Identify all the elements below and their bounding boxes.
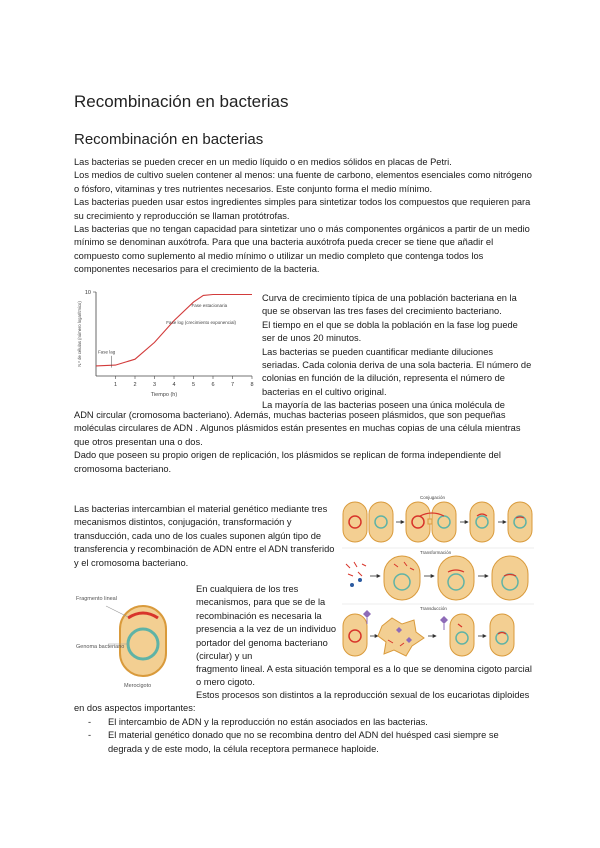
- cell: [384, 556, 420, 600]
- paragraph: Las bacterias se pueden cuantificar mediante diluciones seriadas. Cada colonia deriva de una sola bacteria. El número de colonias en función de la dilución, representa el número de bacterias en el cultivo original.: [262, 346, 532, 397]
- x-tick-label: 4: [172, 382, 176, 388]
- cell: [508, 502, 532, 542]
- paragraph: Estos procesos son distintos a la reproducción sexual de los eucariotas diploides en dos aspectos importantes:: [74, 690, 530, 714]
- conjugation-row: [343, 502, 532, 542]
- cell: [450, 614, 474, 656]
- x-tick-label: 7: [230, 382, 235, 388]
- annotation-lag: Fase lag: [97, 349, 116, 355]
- x-tick-label: 8: [250, 382, 254, 388]
- merozygote-text: [196, 583, 346, 663]
- paragraph: fragmento lineal. A esta situación temporal es a lo que se denomina cigoto parcial o mero cigoto.: [196, 664, 532, 688]
- x-tick-label: 2: [133, 382, 137, 388]
- merozygote-tail-text: [196, 663, 536, 690]
- label-conjugation: Conjugación: [420, 495, 446, 500]
- cell: [470, 502, 494, 542]
- x-tick-label: 5: [191, 382, 196, 388]
- cell: [343, 502, 367, 542]
- diploid-intro: [74, 689, 534, 716]
- transformation-row: [346, 556, 528, 600]
- merozygote-figure: [76, 586, 192, 690]
- cell: [343, 614, 367, 656]
- paragraph: ADN circular (cromosoma bacteriano). Además, muchas bacterias poseen plásmidos, que son pequeñas moléculas circulares de ADN . Algunos plásmidos están presentes en muchas copias de una célula mientras que otros presentan una o dos.: [74, 410, 521, 447]
- x-axis-label: Tiempo (h): [150, 392, 178, 398]
- intro-text: [74, 156, 534, 277]
- mechanisms-figure: [340, 490, 536, 666]
- phage-icon: [440, 616, 448, 624]
- paragraph: Las bacterias se pueden crecer en un medio líquido o en medios sólidos en placas de Petri.: [74, 157, 452, 167]
- phage-icon: [363, 610, 371, 618]
- paragraph: Dado que poseen su propio origen de replicación, los plásmidos se replican de forma independiente del cromosoma bacteriano.: [74, 450, 501, 474]
- y-axis-label: N.º de células (número logarítmico): [77, 301, 82, 367]
- page-title: Recombinación en bacterias: [74, 92, 289, 111]
- label-transformation: Transformación: [420, 550, 452, 555]
- x-tick-label: 3: [152, 382, 157, 388]
- paragraph: Curva de crecimiento típica de una población bacteriana en la que se observan las tres fases del crecimiento bacteriano.: [262, 293, 517, 317]
- list-item: - El intercambio de ADN y la reproducción no están asociados en las bacterias.: [88, 716, 528, 729]
- differences-list: [88, 716, 528, 756]
- label-transduction: Transducción: [420, 606, 447, 611]
- x-tick-label: 1: [113, 382, 118, 388]
- paragraph: Las bacterias intercambian el material genético mediante tres mecanismos distintos, conjugación, transformación y transducción, cada uno de los cuales suponen algún tipo de transferencia y recombinación de ADN entre el ADN transferido y el cromosoma bacteriano.: [74, 504, 335, 568]
- paragraph: Las bacterias que no tengan capacidad para sintetizar uno o más componentes orgánicos a partir de un medio mínimo se denominan auxótrofa. Para que una bacteria auxótrofa pueda crecer se tiene que añadir el compuesto como suplemento al medio mínimo o utilizar un medio completo que contenga todos los componentes necesarios para el crecimiento de la bacteria.: [74, 224, 530, 275]
- annotation-log: Fase log (crecimiento exponencial): [166, 319, 236, 325]
- cell: [492, 556, 528, 600]
- list-item: - El material genético donado que no se recombina dentro del ADN del huésped casi siempre se degrada y de este modo, la célula receptora permanece haploide.: [88, 729, 528, 756]
- paragraph: La mayoría de las bacterias poseen una única molécula de: [262, 400, 505, 411]
- exchange-text: [74, 503, 340, 570]
- lysed-cell: [378, 618, 424, 656]
- transduction-row: [343, 610, 514, 656]
- annotation-stationary: Fase estacionaria: [191, 303, 228, 309]
- cell: [369, 502, 393, 542]
- growth-curve-line: [96, 295, 252, 366]
- plasmid-text: [74, 409, 534, 476]
- label-genome: Genoma bacteriano: [76, 644, 125, 650]
- growth-curve-text: [262, 292, 532, 413]
- label-caption: Merocigoto: [124, 683, 152, 689]
- cell: [438, 556, 474, 600]
- paragraph: Los medios de cultivo suelen contener al menos: una fuente de carbono, elementos esenciales como nitrógeno o fósforo, vitaminas y tres nutrientes necesarios. Este conjunto forma el medio mínimo.: [74, 170, 532, 194]
- label-fragment: Fragmento lineal: [76, 596, 117, 602]
- cell: [432, 502, 456, 542]
- section-title: Recombinación en bacterias: [74, 131, 264, 148]
- cell: [406, 502, 430, 542]
- y-tick-label: 10: [84, 290, 91, 296]
- growth-curve-chart: [74, 286, 260, 400]
- paragraph: El tiempo en el que se dobla la población en la fase log puede ser de unos 20 minutos.: [262, 319, 518, 344]
- paragraph: Las bacterias pueden usar estos ingredientes simples para sintetizar todos los compuestos que requieren para su crecimiento y reproducción se llaman protótrofas.: [74, 197, 531, 221]
- x-tick-label: 6: [211, 382, 215, 388]
- cell: [490, 614, 514, 656]
- paragraph: En cualquiera de los tres mecanismos, para que se de la recombinación es necesaria la presencia a la vez de un individuo portador del genoma bacteriano (circular) y un: [196, 584, 337, 662]
